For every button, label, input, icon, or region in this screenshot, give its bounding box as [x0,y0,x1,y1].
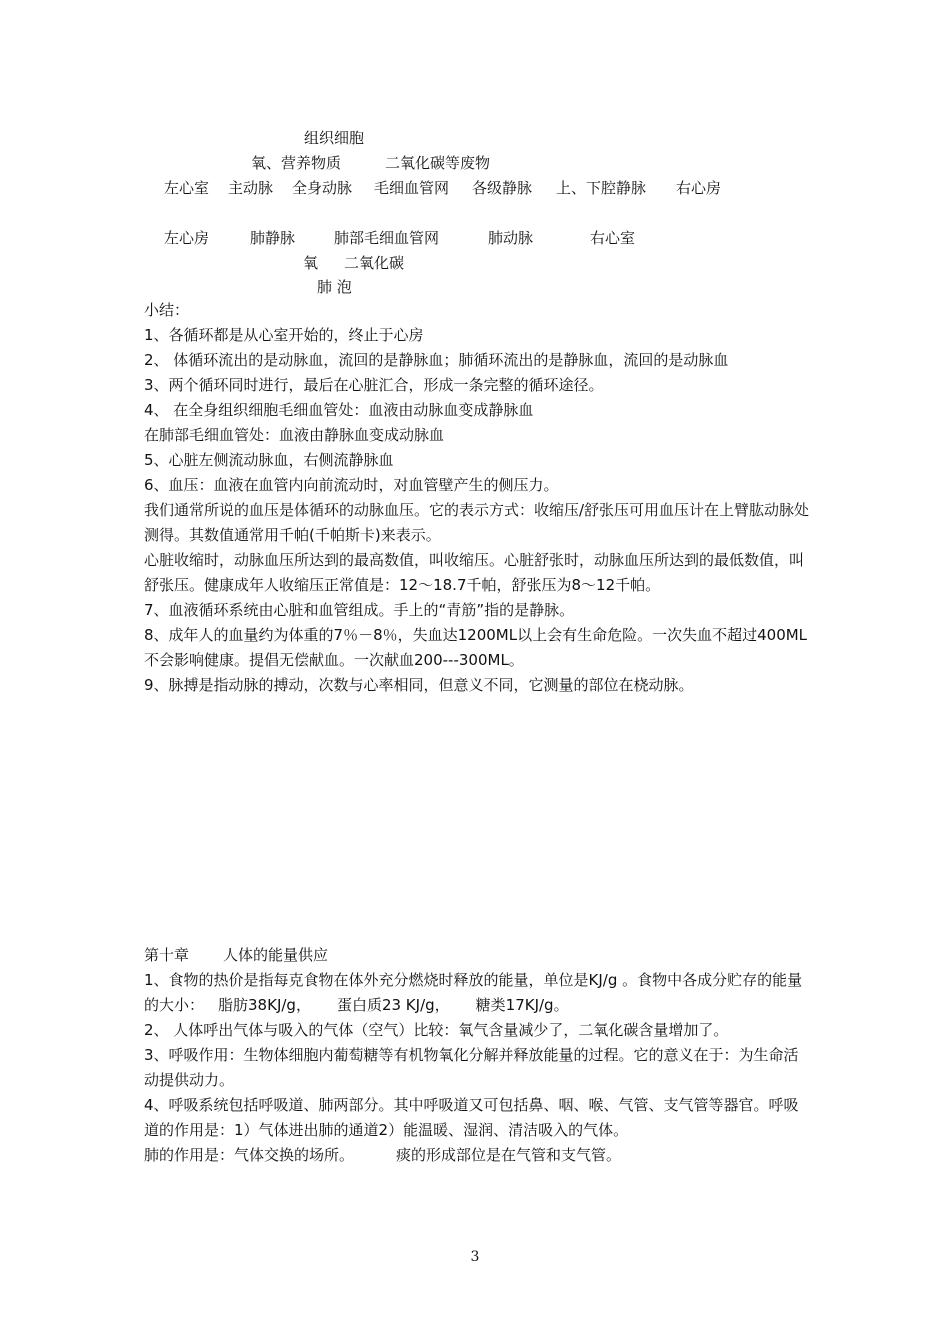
summary-section [144,298,812,698]
summary-line: 6、血压：血液在血管内向前流动时，对血管壁产生的侧压力。 [144,476,559,494]
summary-line: 7、血液循环系统由心脏和血管组成。手上的“青筋”指的是静脉。 [144,601,575,619]
systemic-node: 毛细血管网 [374,179,450,197]
pulmonary-node: 肺动脉 [488,229,534,247]
systemic-node: 全身动脉 [292,179,353,197]
summary-line: 3、两个循环同时进行，最后在心脏汇合，形成一条完整的循环途径。 [144,376,604,394]
chapter-heading [144,943,812,968]
respiration-paragraph: 3、呼吸作用：生物体细胞内葡萄糖等有机物氧化分解并释放能量的过程。它的意义在于：为生命活动提供动力。 [144,1046,799,1089]
phlegm-text: 痰的形成部位是在气管和支气管。 [396,1146,622,1164]
page-number: 3 [470,1249,480,1265]
lung-role-text: 肺的作用是：气体交换的场所。 [144,1146,355,1164]
alveoli-label: 肺 泡 [317,278,352,296]
summary-line: 1、各循环都是从心室开始的，终止于心房 [144,326,424,344]
summary-line: 4、 在全身组织细胞毛细血管处：血液由动脉血变成静脉血 [144,401,534,419]
chapter-number: 第十章 [144,946,190,964]
blood-pressure-paragraph: 我们通常所说的血压是体循环的动脉血压。它的表示方式：收缩压/舒张压可用血压计在上臂肱动脉处测得。其数值通常用千帕(千帕斯卡)来表示。 [144,501,810,544]
gas-comparison-line: 2、 人体呼出气体与吸入的气体（空气）比较：氧气含量减少了，二氧化碳含量增加了。 [144,1021,729,1039]
chapter-10-section [144,943,812,1168]
co2-label: 二氧化碳 [344,254,405,272]
food-energy-paragraph [144,968,812,1018]
pulmonary-node: 肺静脉 [250,229,296,247]
protein-energy: 蛋白质23 KJ/g， [336,996,450,1014]
summary-line: 9、脉搏是指动脉的搏动，次数与心率相同，但意义不同，它测量的部位在桡动脉。 [144,676,694,694]
fat-energy: 脂肪38KJ/g， [218,996,311,1014]
systemic-node: 左心室 [164,179,210,197]
systemic-node: 上、下腔静脉 [556,179,647,197]
pulmonary-node: 左心房 [164,229,210,247]
pulmonary-node: 肺部毛细血管网 [334,229,440,247]
blood-volume-paragraph: 8、成年人的血量约为体重的7％－8％，失血达1200ML以上会有生命危险。一次失血不超过400ML不会影响健康。提倡无偿献血。一次献血200---300ML。 [144,626,808,669]
pulmonary-node: 右心室 [590,229,636,247]
summary-line: 5、心脏左侧流动脉血，右侧流静脉血 [144,451,394,469]
summary-line: 在肺部毛细血管处：血液由静脉血变成动脉血 [144,426,445,444]
oxygen-label: 氧 [303,254,319,272]
summary-line: 2、 体循环流出的是动脉血，流回的是静脉血；肺循环流出的是静脉血，流回的是动脉血 [144,351,729,369]
respiratory-system-paragraph: 4、呼吸系统包括呼吸道、肺两部分。其中呼吸道又可包括鼻、咽、喉、气管、支气管等器官。呼吸道的作用是：1）气体进出肺的通道2）能温暖、湿润、清洁吸入的气体。 [144,1096,799,1139]
chapter-title: 人体的能量供应 [223,946,329,964]
oxygen-nutrients-label: 氧、营养物质 [251,154,342,172]
lung-role-line [144,1143,812,1168]
systemic-node: 右心房 [676,179,722,197]
tissue-cells-label: 组织细胞 [304,129,365,147]
sugar-energy: 糖类17KJ/g。 [475,996,569,1014]
systemic-node: 主动脉 [228,179,274,197]
systemic-node: 各级静脉 [472,179,533,197]
co2-waste-label: 二氧化碳等废物 [385,154,491,172]
summary-heading: 小结： [144,301,190,319]
food-energy-text: 1、食物的热价是指每克食物在体外充分燃烧时释放的能量，单位是KJ/g 。食物中各成分贮存的能量的大小： [144,971,803,1014]
systolic-paragraph: 心脏收缩时，动脉血压所达到的最高数值，叫收缩压。心脏舒张时，动脉血压所达到的最低数值，叫舒张压。健康成年人收缩压正常值是：12～18.7千帕，舒张压为8～12千帕。 [144,551,805,594]
